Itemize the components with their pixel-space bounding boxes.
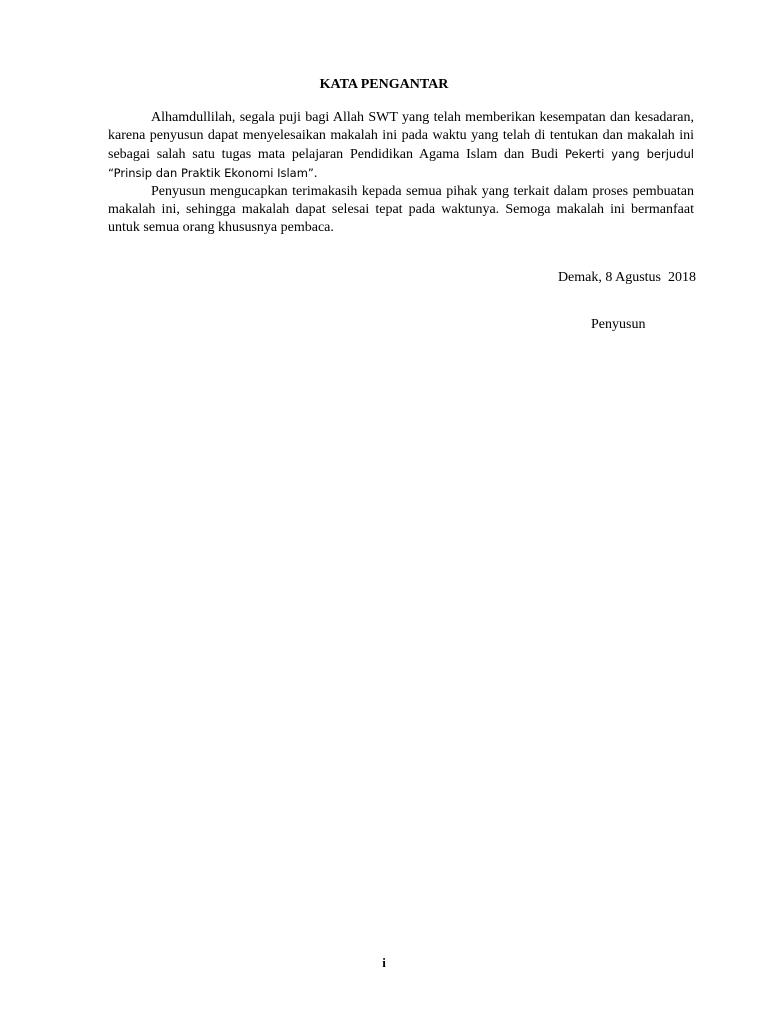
page-number: i [382, 955, 386, 970]
author-signature: Penyusun [591, 317, 646, 332]
paragraph-opening-end: . [313, 166, 318, 181]
paragraph-opening-text: Alhamdullilah, segala puji bagi Allah SWT yang telah memberikan kesempatan dan kesadaran, karena penyusun dapat menyelesaikan makalah ini pada waktu yang telah di tentukan dan makalah ini sebagai salah satu tugas mata pelajaran Pendidikan Agama Islam dan Budi [108, 110, 694, 162]
document-body [108, 109, 694, 237]
paragraph-thanks: Penyusun mengucapkan terimakasih kepada semua pihak yang terkait dalam proses pembuatan makalah ini, sehingga makalah dapat selesai tepat pada waktunya. Semoga makalah ini bermanfaat untuk semua orang khususnya pembaca. [108, 184, 694, 235]
paragraph-opening-title-reference: Pekerti yang berjudul “Prinsip dan Praktik Ekonomi Islam” [108, 147, 694, 180]
page-title: KATA PENGANTAR [319, 77, 449, 92]
date-line: Demak, 8 Agustus 2018 [557, 270, 696, 285]
paragraph-opening [108, 109, 694, 183]
